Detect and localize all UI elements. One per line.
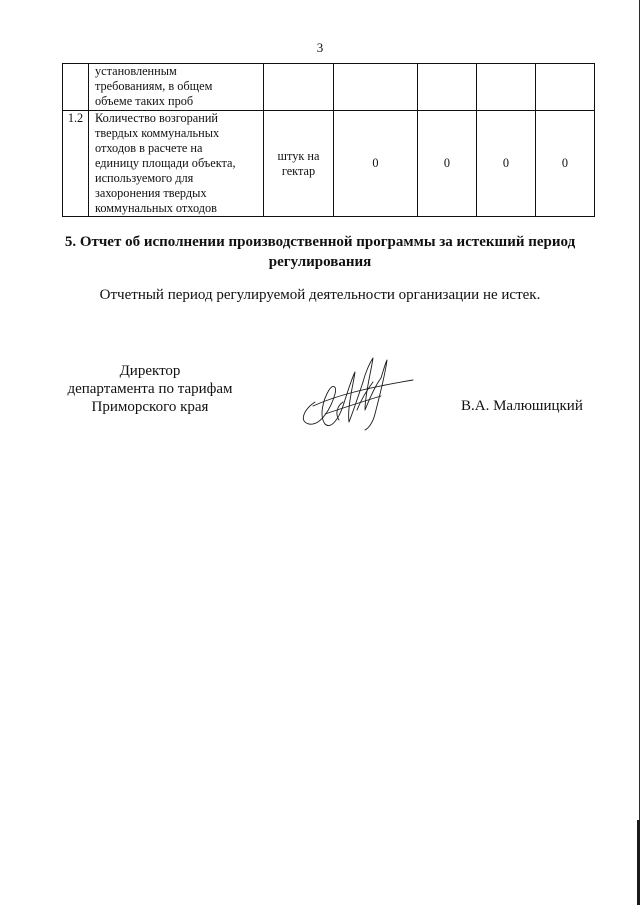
section-title-line: регулирования [268,254,372,270]
row-description [89,111,264,217]
row-value: 0 [536,111,595,217]
unit-line: штук на [277,148,320,163]
signer-title-line: департамента по тарифам [67,381,233,397]
row-value [477,64,536,111]
description-line: объеме таких проб [95,94,194,108]
unit-line: гектар [281,163,316,178]
page-number: 3 [316,40,324,55]
row-number [63,64,89,111]
signer-title-line: Директор [119,363,181,379]
handwritten-signature [295,350,415,435]
description-line: коммунальных отходов [95,201,217,215]
row-value: 0 [418,111,477,217]
description-line: захоронения твердых [95,186,207,200]
row-value [536,64,595,111]
row-value [334,64,418,111]
section-body: Отчетный период регулируемой деятельности организации не истек. [99,287,541,303]
row-unit [264,111,334,217]
row-value: 0 [334,111,418,217]
description-line: Количество возгораний [95,111,218,125]
row-value: 0 [477,111,536,217]
signer-name: В.А. Малюшицкий [461,398,583,414]
section-title [40,232,600,272]
signer-title-line: Приморского края [91,399,209,415]
table-row [63,64,595,111]
description-line: отходов в расчете на [95,141,203,155]
row-unit [264,64,334,111]
table-row [63,111,595,217]
description-line: требованиям, в общем [95,79,213,93]
signer-title [50,362,250,416]
report-table [62,63,595,217]
description-line: установленным [95,64,177,78]
description-line: единицу площади объекта, [95,156,236,170]
description-line: твердых коммунальных [95,126,220,140]
row-value [418,64,477,111]
row-description [89,64,264,111]
section-title-line: 5. Отчет об исполнении производственной программы за истекший период [64,234,576,250]
description-line: используемого для [95,171,194,185]
row-number: 1.2 [63,111,89,217]
